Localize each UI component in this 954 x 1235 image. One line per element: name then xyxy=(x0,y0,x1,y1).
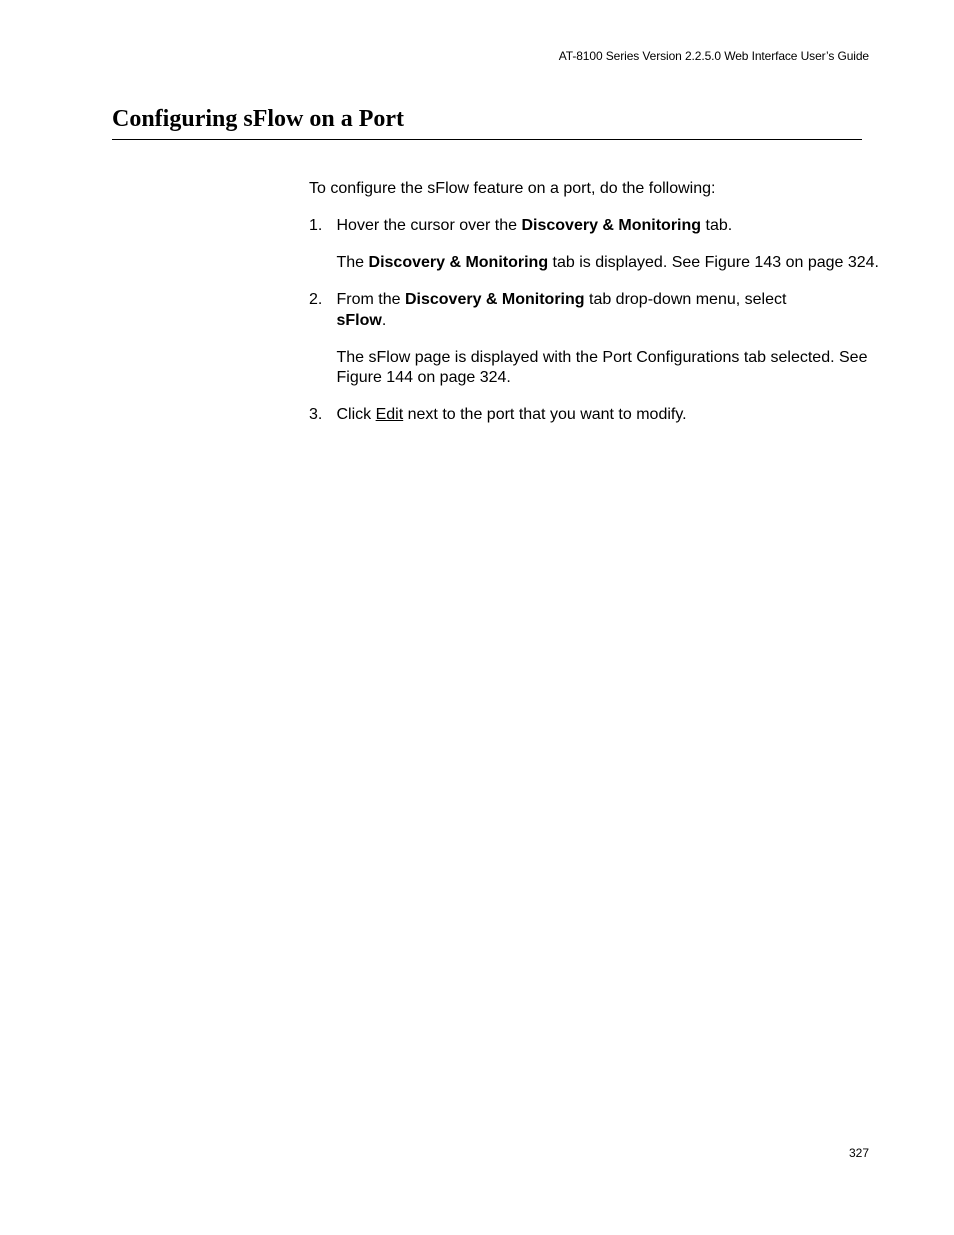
ui-term: Discovery & Monitoring xyxy=(368,254,549,271)
page-number: 327 xyxy=(848,1146,869,1160)
text-run: From the xyxy=(336,291,405,308)
intro-paragraph: To configure the sFlow feature on a port, do the following: xyxy=(309,180,716,197)
step-1 xyxy=(309,216,879,290)
step-number: 1. xyxy=(309,217,323,234)
step-result xyxy=(337,253,880,274)
ui-term: sFlow xyxy=(336,311,382,329)
edit-link[interactable]: Edit xyxy=(375,406,404,423)
text-run: tab drop-down menu, select xyxy=(584,291,787,308)
text-run: next to the port that you want to modify. xyxy=(403,406,687,423)
step-result: The sFlow page is displayed with the Port Configurations tab selected. See Figure 144 on page 324. xyxy=(336,348,868,386)
step-instruction xyxy=(337,290,880,331)
title-rule xyxy=(112,139,862,140)
step-instruction xyxy=(337,405,880,426)
step-3 xyxy=(309,405,879,442)
section-title: Configuring sFlow on a Port xyxy=(112,106,405,132)
text-run: tab. xyxy=(701,217,733,234)
ui-term: Discovery & Monitoring xyxy=(404,291,585,308)
text-run: tab is displayed. See Figure 143 on page 324. xyxy=(548,254,879,271)
procedure-body xyxy=(309,179,879,442)
step-content xyxy=(337,290,880,405)
running-header: AT-8100 Series Version 2.2.5.0 Web Interface User’s Guide xyxy=(558,49,869,63)
step-content xyxy=(337,216,880,290)
step-2 xyxy=(309,290,879,405)
step-content xyxy=(337,405,880,442)
text-run: Hover the cursor over the xyxy=(336,217,522,234)
step-instruction xyxy=(337,216,880,237)
text-run: Click xyxy=(336,406,376,423)
text-run: . xyxy=(381,311,387,329)
step-number: 3. xyxy=(309,406,323,423)
text-run: The xyxy=(336,254,369,271)
step-number: 2. xyxy=(309,291,323,308)
ui-term: Discovery & Monitoring xyxy=(521,217,702,234)
